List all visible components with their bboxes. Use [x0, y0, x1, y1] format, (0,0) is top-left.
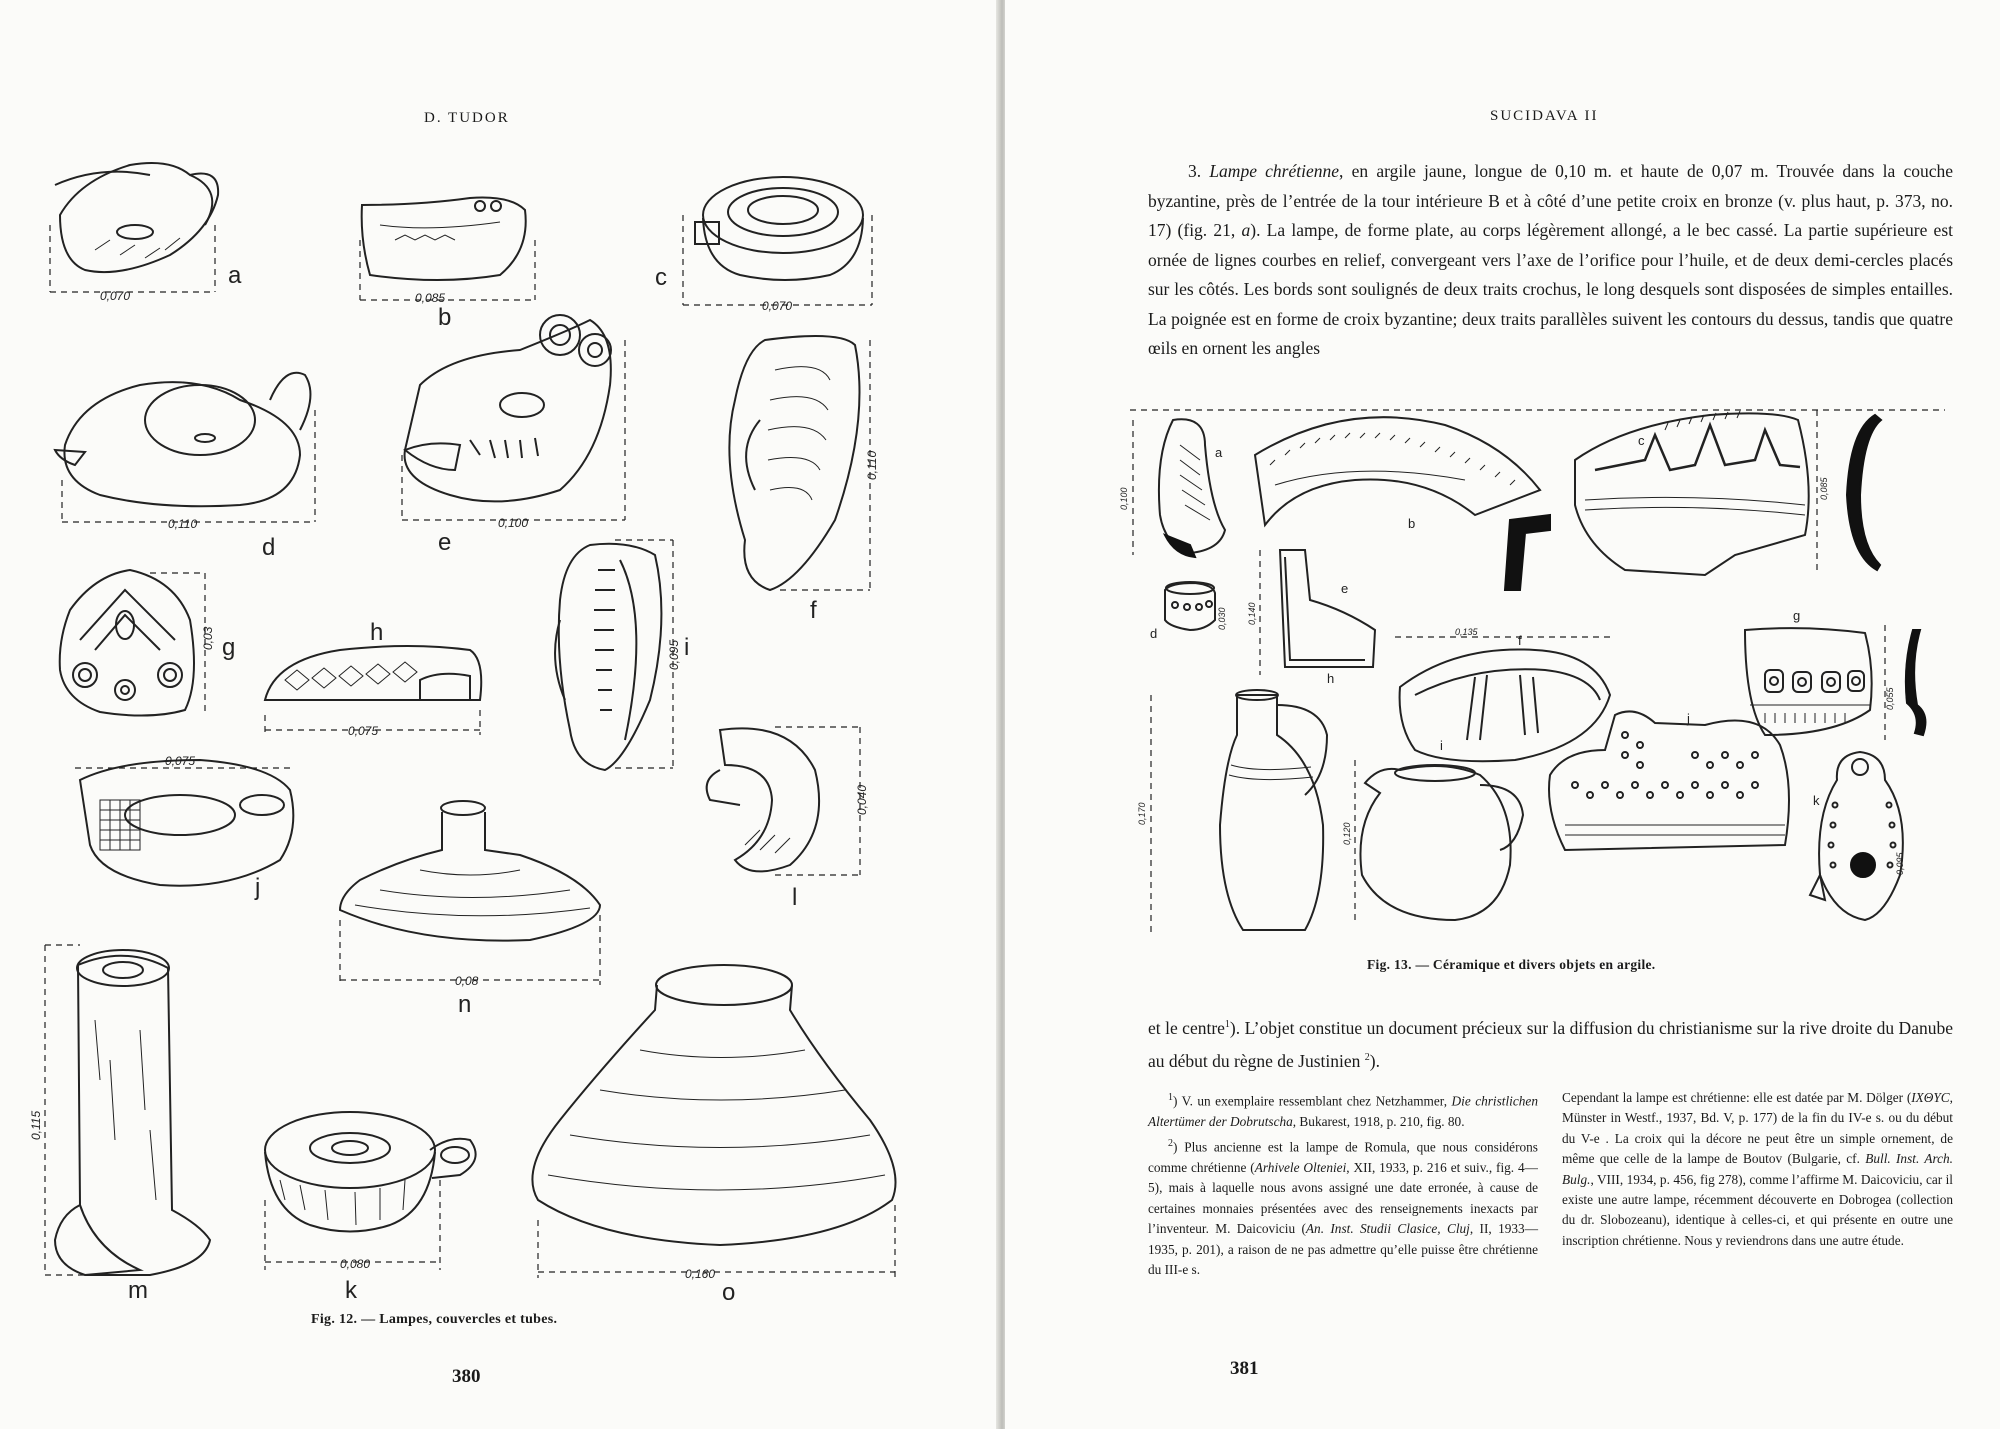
label-n: n: [458, 991, 472, 1018]
body-paragraph-1: [1148, 157, 1953, 364]
label-j: j: [255, 874, 261, 901]
object-e: [402, 315, 625, 556]
label-i: i: [684, 634, 690, 661]
dim-m: 0,115: [29, 1110, 43, 1140]
figure-12-caption: Fig. 12. — Lampes, couvercles et tubes.: [311, 1312, 558, 1327]
profile-c: [1847, 415, 1881, 570]
dim-n: 0,08: [455, 974, 479, 988]
object-l: [707, 727, 869, 911]
fig13-label-f: h: [1327, 671, 1335, 686]
fig13-dim-g: 0,120: [1342, 822, 1352, 845]
object-a: [1119, 419, 1225, 557]
body-paragraph-2: [1148, 1010, 1953, 1077]
fig13-label-h: f: [1518, 633, 1522, 648]
dim-k: 0,080: [340, 1257, 371, 1271]
object-d: [1150, 582, 1227, 641]
fig13-dim-d: 0,030: [1217, 607, 1227, 630]
fig13-label-i: g: [1793, 608, 1801, 623]
object-g: [60, 570, 236, 716]
dim-j: 0,075: [165, 754, 196, 768]
label-k: k: [345, 1277, 357, 1304]
object-f: [1137, 671, 1334, 935]
object-g: [1342, 738, 1523, 925]
label-c: c: [655, 264, 667, 291]
paragraph-title: Lampe chrétienne: [1209, 161, 1340, 181]
label-m: m: [128, 1277, 148, 1304]
object-i: [1745, 608, 1895, 740]
footnote-1: $^1$) V. un exemplaire ressemblant chez Netzhammer, Die christlichen Altertümer der Dobrutscha, Bukarest, 1918, p. 210, fig. 80.: [1148, 1092, 1538, 1129]
object-e: [1247, 550, 1375, 675]
fig13-dim-k: 0,095: [1895, 852, 1905, 875]
object-h: [1395, 627, 1615, 761]
fig13-dim-a: 0,100: [1119, 487, 1129, 510]
fig13-label-k: k: [1813, 793, 1820, 808]
object-h: [265, 619, 481, 738]
footnote-2: $^2$) Plus ancienne est la lampe de Romula, que nous considérons comme chrétienne (Arhivele Olteniei, XII, 1933, p. 216 et suiv., fig. 4—5), mais à laquelle nous avons assigné une date erronée, à cause de certaines monnaies présentées avec des renseignements inexacts par l’inventeur. M. Daicoviciu (An. Inst. Studii Clasice, Cluj, II, 1933—1935, p. 201), a raison de ne pas admettre qu’elle puisse être chrétienne du III-e s.: [1148, 1138, 1538, 1278]
paragraph-text-3: ).: [1369, 1051, 1380, 1072]
object-b: [1255, 417, 1540, 531]
dim-o: 0,160: [685, 1267, 716, 1281]
fig13-label-c: c: [1638, 433, 1645, 448]
object-c: [1575, 410, 1829, 575]
paragraph-lead: 3.: [1188, 161, 1210, 181]
fig13-label-b: b: [1408, 516, 1416, 531]
label-a: a: [228, 262, 242, 289]
object-k: [265, 1112, 476, 1304]
fig13-dim-e: 0,140: [1247, 602, 1257, 625]
dim-l: 0,040: [855, 784, 869, 815]
fig13-label-a: a: [1215, 445, 1223, 460]
object-m: [29, 945, 210, 1304]
fig13-dim-i: 0,055: [1885, 687, 1895, 710]
dim-e: 0,100: [498, 516, 529, 530]
fig13-label-j: j: [1687, 711, 1690, 726]
fig13-dim-c: 0,085: [1819, 477, 1829, 500]
page-number: 380: [452, 1366, 481, 1387]
dim-a: 0,070: [100, 289, 131, 303]
object-j: [75, 754, 295, 901]
label-l: l: [792, 884, 798, 911]
paragraph-text-2: ). La lampe, de forme plate, au corps légèrement allongé, a le bec cassé. La partie supérieure est ornée de lignes courbes en relief, convergeant vers l’axe de l’orifice pour l’huile, et de deux demi-cercles placés sur les côtés. Les bords sont soulignés de deux traits crochus, le long desquels sont disposées de simples entailles. La poignée est en forme de croix byzantine; deux traits parallèles suivent les contours du dessus, tandis que quatre œils en ornent les angles: [1148, 220, 1953, 358]
profile-b: [1505, 515, 1550, 590]
object-n: [340, 801, 600, 1018]
fig13-dim-f: 0,170: [1137, 802, 1147, 825]
page-number: 381: [1230, 1358, 1259, 1379]
object-d: [55, 373, 315, 561]
fig13-label-g: i: [1440, 738, 1443, 753]
fig13-label-e: e: [1341, 581, 1349, 596]
footnote-2-continued: Cependant la lampe est chrétienne: elle est datée par M. Dölger (IXΘYC, Münster in Westf., 1937, Bd. V, p. 177) de la fin du IV-e s. ou du début du V-e . La croix qui la décore ne peut être un simple ornement, de même que celle de la lampe de Boutov (Bulgarie, cf. Bull. Inst. Arch. Bulg., VIII, 1934, p. 456, fig 278), comme l’affirme M. Daicoviciu, car il existe une autre lampe, récemment découverte en Dobrogea (collection du dr. Slobozeanu), identique à celles-ci, et qui présente en outre une inscription chrétienne. Nous y reviendrons dans une autre étude.: [1562, 1090, 1954, 1248]
profile-i: [1906, 630, 1926, 735]
fig-ref: a: [1241, 220, 1251, 240]
dim-b: 0,085: [415, 291, 446, 305]
fig13-dim-h: 0,135: [1455, 627, 1478, 637]
dim-d: 0,110: [168, 517, 198, 531]
label-b: b: [438, 304, 452, 331]
dim-h: 0,075: [348, 724, 379, 738]
dim-f: 0,110: [865, 450, 879, 480]
running-head: SUCIDAVA II: [1490, 108, 1599, 124]
object-k: [1810, 752, 1905, 920]
dim-i: 0,095: [667, 639, 681, 670]
dim-g: 0,03: [201, 626, 215, 650]
dim-c: 0,070: [762, 299, 793, 313]
paragraph-text-2: ). L’objet constitue un document précieux sur la diffusion du christianisme sur la rive droite du Danube au début du règne de Justinien: [1148, 1017, 1953, 1072]
figure-12-plate: [0, 0, 1000, 1330]
footnote-ref: 1: [1224, 1019, 1230, 1030]
running-head: D. TUDOR: [424, 110, 510, 126]
object-b: [360, 198, 535, 332]
label-o: o: [722, 1279, 736, 1306]
label-g: g: [222, 634, 236, 661]
paragraph-text: , en argile jaune, longue de 0,10 m. et haute de 0,07 m. Trouvée dans la couche byzantine, près de l’entrée de la tour intérieure B et à côté d’une petite croix en bronze (v. plus haut, p. 373, no. 17) (fig. 21,: [1148, 161, 1953, 240]
footnotes-column-1: [1148, 1088, 1538, 1283]
footnote-ref: 2: [1364, 1052, 1370, 1064]
object-o: [532, 965, 895, 1306]
fig13-label-d: d: [1150, 626, 1158, 641]
label-f: f: [810, 597, 817, 624]
right-page: [1005, 0, 2000, 1429]
paragraph-text: et le centre: [1148, 1017, 1225, 1038]
figure-13-caption: Fig. 13. — Céramique et divers objets en argile.: [1367, 957, 1656, 972]
figure-13-plate: [1005, 405, 2000, 965]
footnotes-column-2: [1562, 1088, 1953, 1253]
object-a: [50, 163, 242, 303]
label-e: e: [438, 529, 452, 556]
object-i: [555, 540, 689, 770]
object-c: [655, 177, 872, 313]
label-h: h: [370, 619, 384, 646]
object-f: [729, 336, 879, 624]
label-d: d: [262, 534, 276, 561]
